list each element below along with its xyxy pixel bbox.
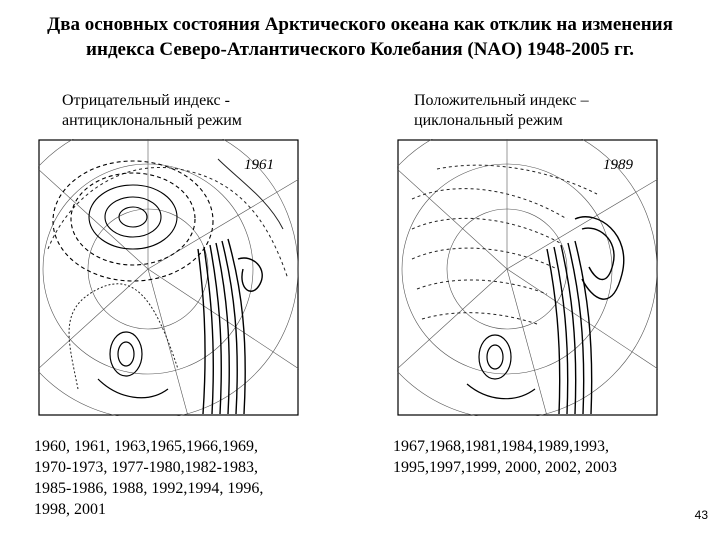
positive-subtitle-line-1: Положительный индекс – [414,92,589,109]
arctic-map-cyclonic [397,139,658,416]
positive-subtitle-line-2: циклональный режим [414,112,563,129]
negative-subtitle-line-1: Отрицательный индекс - [62,92,230,109]
arctic-map-cyclonic-drawing [397,139,658,416]
title-line-2: индекса Северо-Атлантического Колебания (NAO) 1948-2005 гг. [86,39,634,60]
years-line: 1960, 1961, 1963,1965,1966,1969, [34,438,258,455]
years-line: 1998, 2001 [34,501,106,518]
negative-subtitle-line-2: антициклональный режим [62,112,242,129]
years-line: 1970-1973, 1977-1980,1982-1983, [34,459,258,476]
years-line: 1967,1968,1981,1984,1989,1993, [393,438,609,455]
slide-title [10,12,710,62]
arctic-map-anticyclonic-drawing [38,139,299,416]
arctic-map-anticyclonic [38,139,299,416]
map-year-label: 1961 [244,157,274,173]
page-number: 43 [694,508,708,522]
title-line-1: Два основных состояния Арктического океана как отклик на изменения [47,14,673,35]
years-line: 1985-1986, 1988, 1992,1994, 1996, [34,480,264,497]
positive-index-subtitle [414,91,674,131]
years-line: 1995,1997,1999, 2000, 2002, 2003 [393,459,617,476]
positive-index-years [393,436,693,478]
negative-index-subtitle [62,91,322,131]
negative-index-years [34,436,334,520]
map-year-label: 1989 [603,157,633,173]
